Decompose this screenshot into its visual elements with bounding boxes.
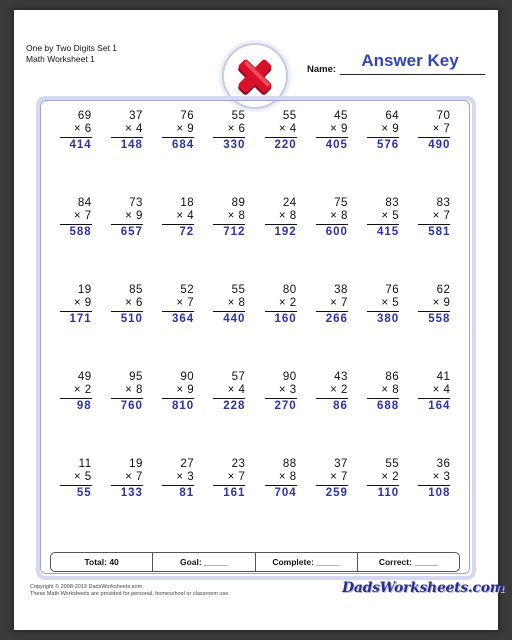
problem-answer: 171: [69, 313, 92, 325]
problem-multiplier: × 8: [265, 471, 297, 486]
problem: [153, 458, 204, 545]
problem-multiplicand: 80: [282, 284, 297, 296]
problem-answer: 581: [428, 226, 451, 238]
problem-answer: 657: [120, 226, 143, 238]
problem-multiplicand: 45: [334, 110, 348, 122]
problem-multiplicand: 57: [231, 371, 246, 383]
copyright-line-1: Copyright © 2008-2019 DadsWorksheets.com: [30, 584, 143, 590]
problem: [101, 110, 152, 197]
problem-row: [50, 371, 460, 458]
problem-answer: 684: [171, 139, 195, 151]
problem-answer: 405: [325, 139, 348, 151]
problem: [101, 458, 152, 545]
problem-multiplicand: 76: [180, 110, 195, 122]
problem: [50, 284, 101, 371]
problem-multiplicand: 86: [385, 371, 400, 383]
problem-answer: 414: [69, 139, 92, 151]
problem-answer: 712: [223, 226, 246, 238]
problem-multiplier: × 8: [367, 384, 399, 399]
name-line: [340, 74, 485, 75]
problem-multiplicand: 62: [436, 284, 451, 296]
problem-answer: 259: [325, 487, 348, 499]
problem-multiplicand: 75: [334, 197, 348, 209]
problem-multiplier: × 7: [418, 123, 450, 138]
problem-multiplicand: 90: [282, 371, 297, 383]
problem: [409, 284, 460, 371]
problem-answer: 133: [120, 487, 143, 499]
problem: [50, 371, 101, 458]
problem-multiplicand: 11: [78, 458, 92, 470]
problem-multiplicand: 90: [180, 371, 195, 383]
problem-multiplicand: 76: [385, 284, 400, 296]
problem-answer: 490: [428, 139, 451, 151]
problem-multiplier: × 9: [367, 123, 399, 138]
problem-multiplier: × 4: [213, 384, 245, 399]
problem-multiplicand: 88: [282, 458, 297, 470]
problem-multiplier: × 8: [213, 297, 245, 312]
problem-answer: 108: [428, 487, 451, 499]
brand-logo: DadsWorksheets.com: [342, 580, 505, 596]
problem-multiplier: × 7: [60, 210, 92, 225]
problem-multiplier: × 9: [111, 210, 143, 225]
copyright-line-2: These Math Worksheets are provided for personal, homeschool or classroom use.: [30, 591, 230, 597]
problem: [50, 458, 101, 545]
problem-answer: 440: [223, 313, 246, 325]
problem-multiplicand: 24: [282, 197, 297, 209]
problem-answer: 164: [428, 400, 451, 412]
problem: [255, 197, 306, 284]
problem-multiplier: × 5: [367, 297, 399, 312]
problem-multiplicand: 85: [129, 284, 143, 296]
problem-multiplicand: 55: [385, 458, 400, 470]
problem-multiplier: × 7: [316, 297, 348, 312]
name-label: Name:: [307, 64, 337, 75]
problem-answer: 380: [376, 313, 400, 325]
problem-multiplier: × 6: [213, 123, 245, 138]
problem: [409, 197, 460, 284]
problem: [153, 110, 204, 197]
problem: [358, 284, 409, 371]
problem-multiplicand: 52: [180, 284, 195, 296]
problem-row: [50, 458, 460, 545]
problem: [306, 110, 357, 197]
problem: [255, 458, 306, 545]
problem-multiplicand: 55: [231, 284, 246, 296]
problem: [306, 371, 357, 458]
problem-multiplicand: 37: [334, 458, 348, 470]
problem: [204, 110, 255, 197]
problem-multiplier: × 8: [213, 210, 245, 225]
problem-answer: 220: [274, 139, 297, 151]
problem: [255, 371, 306, 458]
problem-answer: 415: [376, 226, 400, 238]
problem: [409, 458, 460, 545]
problem-multiplicand: 36: [436, 458, 451, 470]
problem-answer: 760: [120, 400, 143, 412]
problem: [50, 110, 101, 197]
problem-multiplier: × 8: [111, 384, 143, 399]
problem: [153, 284, 204, 371]
complete-field: Complete: _____: [256, 553, 358, 571]
problem-answer: 270: [274, 400, 297, 412]
problem-multiplier: × 2: [367, 471, 399, 486]
problem-answer: 86: [333, 400, 348, 412]
problem-multiplicand: 18: [180, 197, 195, 209]
problem-multiplicand: 55: [231, 110, 246, 122]
problem-multiplier: × 2: [60, 384, 92, 399]
problem-multiplicand: 27: [180, 458, 195, 470]
problem: [153, 197, 204, 284]
problem-multiplier: × 9: [162, 384, 194, 399]
red-x-icon: [231, 52, 279, 100]
problem: [50, 197, 101, 284]
problem: [409, 371, 460, 458]
problem-multiplicand: 84: [77, 197, 92, 209]
problem-multiplicand: 55: [282, 110, 297, 122]
problem: [358, 110, 409, 197]
problem: [306, 197, 357, 284]
problem: [306, 458, 357, 545]
problem-multiplicand: 83: [436, 197, 451, 209]
problem-multiplicand: 73: [129, 197, 143, 209]
problem-multiplicand: 70: [436, 110, 451, 122]
answer-key-text: Answer Key: [361, 51, 459, 70]
problem: [306, 284, 357, 371]
problem: [204, 458, 255, 545]
problem: [204, 371, 255, 458]
problem-multiplier: × 7: [213, 471, 245, 486]
problem: [101, 197, 152, 284]
copyright-notice: [30, 584, 230, 598]
problem-multiplier: × 4: [162, 210, 194, 225]
problem-multiplicand: 69: [77, 110, 92, 122]
problem-answer: 266: [325, 313, 348, 325]
problem-multiplicand: 95: [129, 371, 143, 383]
problem-multiplier: × 7: [162, 297, 194, 312]
problem-row: [50, 284, 460, 371]
problem-answer: 330: [223, 139, 246, 151]
problem: [358, 458, 409, 545]
problem-multiplier: × 4: [265, 123, 297, 138]
problem-multiplier: × 8: [265, 210, 297, 225]
problem-answer: 160: [274, 313, 297, 325]
problem-multiplicand: 23: [231, 458, 246, 470]
problem-answer: 510: [120, 313, 143, 325]
problem: [153, 371, 204, 458]
problem: [204, 284, 255, 371]
problem-multiplicand: 83: [385, 197, 400, 209]
problem-multiplicand: 41: [436, 371, 451, 383]
problem-answer: 98: [76, 400, 92, 412]
problem-multiplicand: 43: [334, 371, 348, 383]
problem-multiplicand: 38: [334, 284, 348, 296]
problem-answer: 81: [179, 487, 195, 499]
problem-answer: 688: [376, 400, 400, 412]
total-field: Total: 40: [51, 553, 153, 571]
problem: [358, 197, 409, 284]
problem-multiplier: × 2: [316, 384, 348, 399]
problem-multiplicand: 19: [77, 284, 92, 296]
problem-answer: 148: [120, 139, 143, 151]
problem-multiplier: × 9: [418, 297, 450, 312]
problem-multiplier: × 2: [265, 297, 297, 312]
title-line-2: Math Worksheet 1: [26, 54, 95, 64]
problem-multiplier: × 5: [60, 471, 92, 486]
problem-multiplicand: 19: [129, 458, 143, 470]
problem-multiplier: × 6: [60, 123, 92, 138]
problem: [255, 284, 306, 371]
problem-answer: 110: [377, 487, 400, 499]
problem-multiplier: × 9: [316, 123, 348, 138]
worksheet-title: [26, 43, 117, 65]
problem-multiplier: × 3: [418, 471, 450, 486]
problem-row: [50, 197, 460, 284]
problem-multiplicand: 49: [77, 371, 92, 383]
problem-multiplier: × 9: [60, 297, 92, 312]
problem-multiplier: × 7: [111, 471, 143, 486]
problem-answer: 588: [69, 226, 92, 238]
problem-multiplier: × 7: [316, 471, 348, 486]
problem: [101, 371, 152, 458]
problem-answer: 576: [376, 139, 400, 151]
problem-answer: 364: [171, 313, 195, 325]
problem-multiplier: × 4: [418, 384, 450, 399]
problem-multiplier: × 7: [418, 210, 450, 225]
problem-multiplier: × 5: [367, 210, 399, 225]
problem-answer: 600: [325, 226, 348, 238]
problem-multiplicand: 37: [129, 110, 143, 122]
problem-multiplicand: 89: [231, 197, 246, 209]
problem-answer: 704: [274, 487, 297, 499]
problem-answer: 810: [171, 400, 195, 412]
problem-multiplier: × 9: [162, 123, 194, 138]
title-line-1: One by Two Digits Set 1: [26, 43, 118, 53]
problem-answer: 558: [428, 313, 451, 325]
problem-row: [50, 110, 460, 197]
problem-grid: [50, 110, 460, 545]
problem-answer: 228: [223, 400, 246, 412]
problem: [204, 197, 255, 284]
problem-multiplier: × 4: [111, 123, 143, 138]
problem: [255, 110, 306, 197]
score-footer: [50, 552, 460, 572]
problem-multiplier: × 3: [265, 384, 297, 399]
problem-answer: 192: [274, 226, 297, 238]
problem: [101, 284, 152, 371]
problem-answer: 161: [223, 487, 246, 499]
problem-multiplier: × 3: [162, 471, 194, 486]
problem-multiplicand: 64: [385, 110, 400, 122]
goal-field: Goal: _____: [153, 553, 255, 571]
problem: [409, 110, 460, 197]
problem-answer: 72: [179, 226, 195, 238]
problem: [358, 371, 409, 458]
problem-answer: 55: [76, 487, 92, 499]
problem-multiplier: × 8: [316, 210, 348, 225]
correct-field: Correct: _____: [378, 557, 438, 567]
problem-multiplier: × 6: [111, 297, 143, 312]
